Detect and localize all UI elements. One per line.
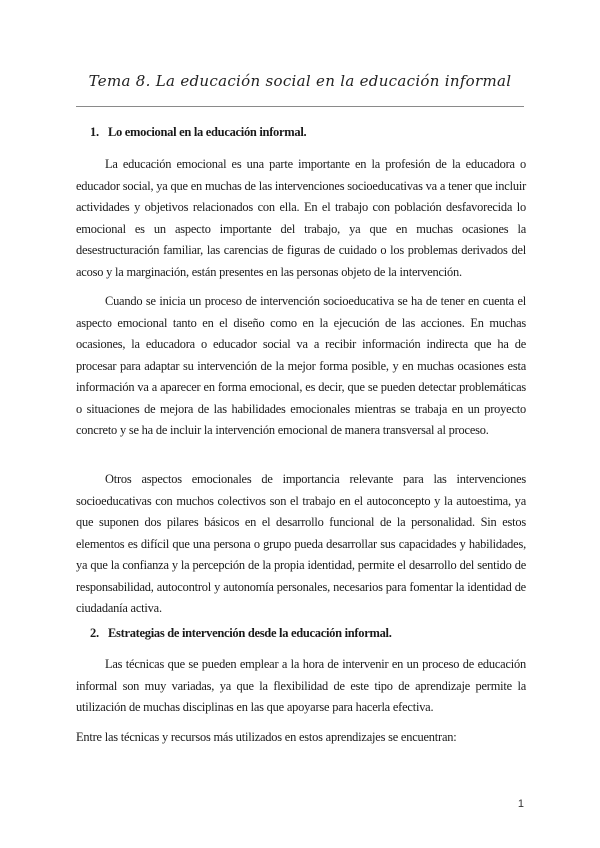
section-1-paragraph-1: La educación emocional es una parte importante en la profesión de la educadora o educador social, ya que en muchas de las intervenciones socioeducativas va a tener que incluir actividades y objetivos relacionados con ella. En el trabajo con población desfavorecida lo emocional es un aspecto importante del trabajo, ya que en muchas ocasiones la desestructuración familiar, las carencias de figuras de cuidado o los problemas derivados del acoso y la marginación, están presentes en las personas objeto de la intervención. xyxy=(76,157,526,279)
section-2-title: Estrategias de intervención desde la educación informal. xyxy=(108,626,392,640)
header-divider xyxy=(76,106,524,107)
section-1-number: 1. xyxy=(90,125,99,139)
section-2-paragraph-1: Las técnicas que se pueden emplear a la hora de intervenir en un proceso de educación informal son muy variadas, ya que la flexibilidad de este tipo de aprendizaje permite la utilización de muchas disciplinas en las que apoyarse para hacerla efectiva. xyxy=(76,657,526,714)
section-2-heading xyxy=(90,626,392,641)
section-2-number: 2. xyxy=(90,626,99,640)
section-1-heading xyxy=(90,125,306,140)
section-1-paragraph-3: Otros aspectos emocionales de importancia relevante para las intervenciones socioeducativas con muchos colectivos son el trabajo en el autoconcepto y la autoestima, ya que suponen dos pilares básicos en el desarrollo funcional de la personalidad. Sin estos elementos es difícil que una persona o grupo pueda desarrollar sus capacidades y habilidades, ya que la confianza y la percepción de la propia identidad, permite el desarrollo del sentido de responsabilidad, autocontrol y autonomía personales, necesarios para fomentar la identidad de ciudadanía activa. xyxy=(76,472,526,615)
page-header-title: Tema 8. La educación social en la educación informal xyxy=(88,72,512,90)
page-number: 1 xyxy=(517,798,524,810)
section-1-title: Lo emocional en la educación informal. xyxy=(108,125,307,139)
section-2-paragraph-2: Entre las técnicas y recursos más utilizados en estos aprendizajes se encuentran: xyxy=(76,730,457,744)
section-1-paragraph-2: Cuando se inicia un proceso de intervención socioeducativa se ha de tener en cuenta el aspecto emocional tanto en el diseño como en la ejecución de las acciones. En muchas ocasiones, la educadora o educador social va a recibir información indirecta que ha de procesar para adaptar su intervención de la mejor forma posible, y en muchas ocasiones esta información va a aparecer en forma emocional, es decir, que se pueden detectar problemáticas o situaciones de mejora de las habilidades emocionales mientras se trabaja en un proyecto concreto y se ha de incluir la intervención emocional de manera transversal al proceso. xyxy=(76,294,526,437)
